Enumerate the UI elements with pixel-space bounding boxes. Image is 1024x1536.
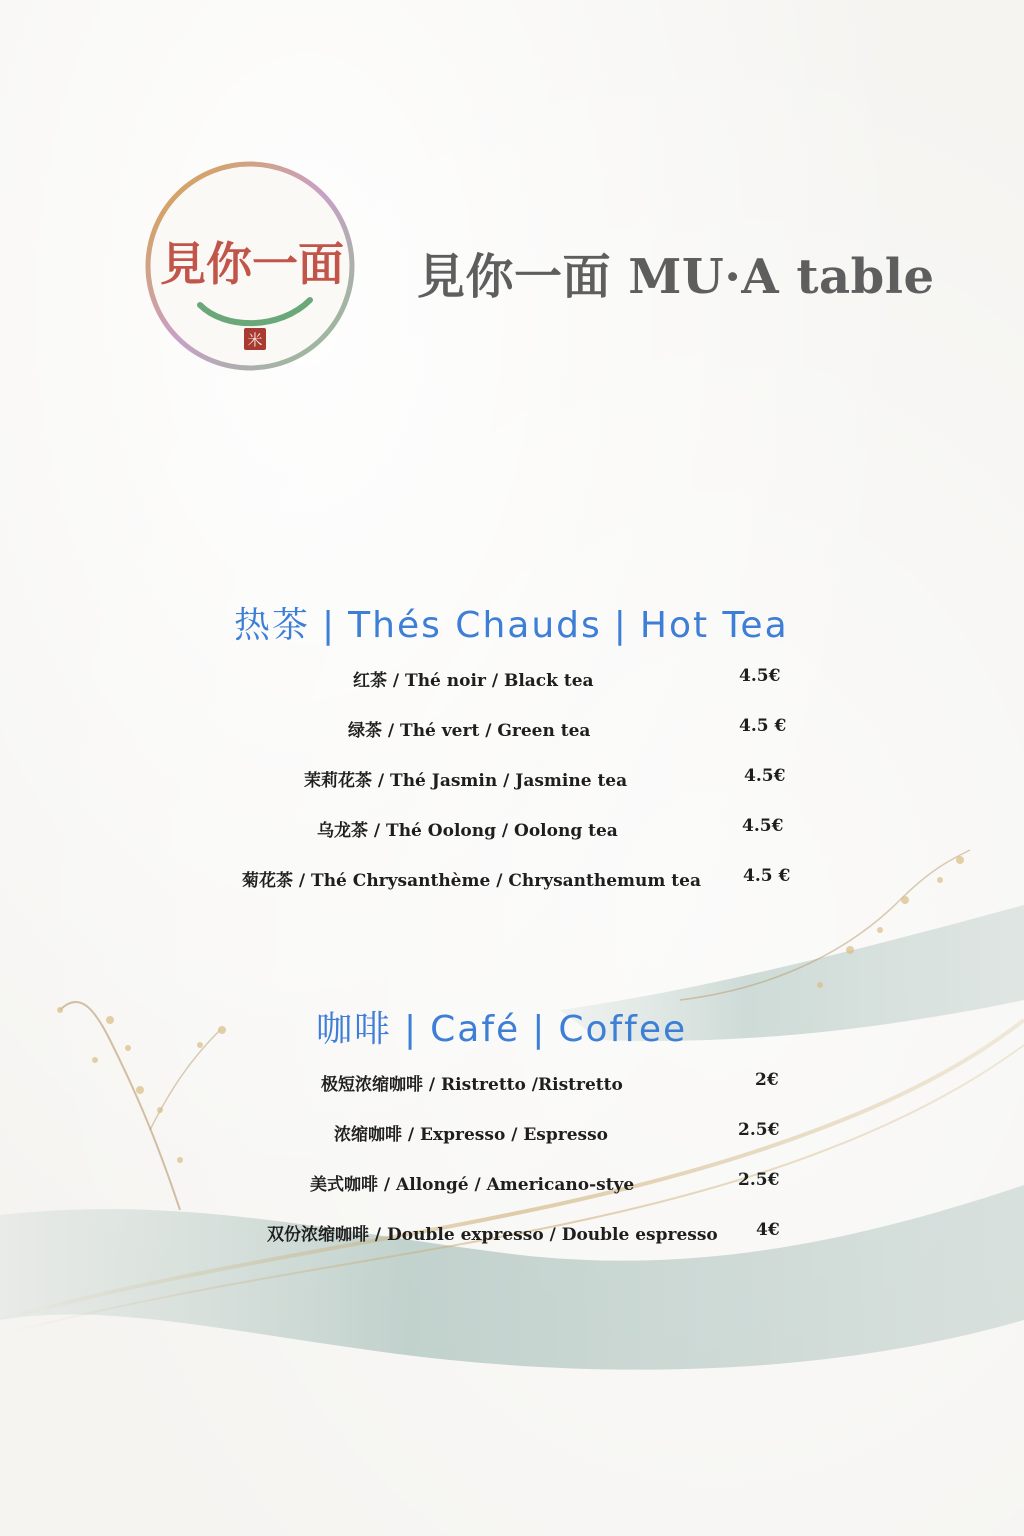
menu-item-price: 4.5€: [744, 766, 786, 786]
menu-item-price: 4.5€: [742, 816, 784, 836]
divider: |: [613, 605, 628, 646]
divider: |: [404, 1009, 419, 1050]
menu-item-price: 2€: [755, 1070, 779, 1090]
brand-name: 見你一面 MU·A table: [417, 249, 935, 305]
divider: |: [532, 1009, 547, 1050]
menu-item-name: 绿茶 / Thé vert / Green tea: [348, 721, 591, 741]
menu-item-name: 美式咖啡 / Allongé / Americano-stye: [310, 1175, 635, 1195]
coffee-title-fr: Café: [430, 1009, 521, 1050]
menu-item-name: 红茶 / Thé noir / Black tea: [353, 671, 594, 691]
coffee-title-en: Coffee: [558, 1009, 688, 1050]
hot-tea-title-zh: 热茶: [234, 605, 311, 646]
logo-text: 見你一面: [160, 237, 344, 291]
coffee-title-zh: 咖啡: [316, 1009, 393, 1050]
hot-tea-section-title: [234, 597, 789, 648]
menu-item-name: 乌龙茶 / Thé Oolong / Oolong tea: [317, 821, 618, 841]
menu-item-name: 浓缩咖啡 / Expresso / Espresso: [334, 1125, 608, 1145]
restaurant-logo: [140, 160, 364, 374]
menu-item-price: 2.5€: [738, 1170, 780, 1190]
menu-item-name: 菊花茶 / Thé Chrysanthème / Chrysanthemum tea: [242, 871, 701, 891]
coffee-section-title: [316, 1001, 687, 1052]
menu-item-price: 4.5€: [739, 666, 781, 686]
menu-item-price: 4€: [756, 1220, 780, 1240]
hot-tea-title-fr: Thés Chauds: [348, 605, 602, 646]
menu-item-price: 4.5 €: [743, 866, 791, 886]
menu-item-name: 双份浓缩咖啡 / Double expresso / Double espresso: [267, 1225, 718, 1245]
menu-item-name: 茉莉花茶 / Thé Jasmin / Jasmine tea: [304, 771, 628, 791]
menu-item-price: 4.5 €: [739, 716, 787, 736]
divider: |: [322, 605, 337, 646]
hot-tea-title-en: Hot Tea: [639, 605, 789, 646]
logo-seal: 米: [247, 331, 263, 349]
menu-item-price: 2.5€: [738, 1120, 780, 1140]
menu-item-name: 极短浓缩咖啡 / Ristretto /Ristretto: [321, 1075, 623, 1095]
